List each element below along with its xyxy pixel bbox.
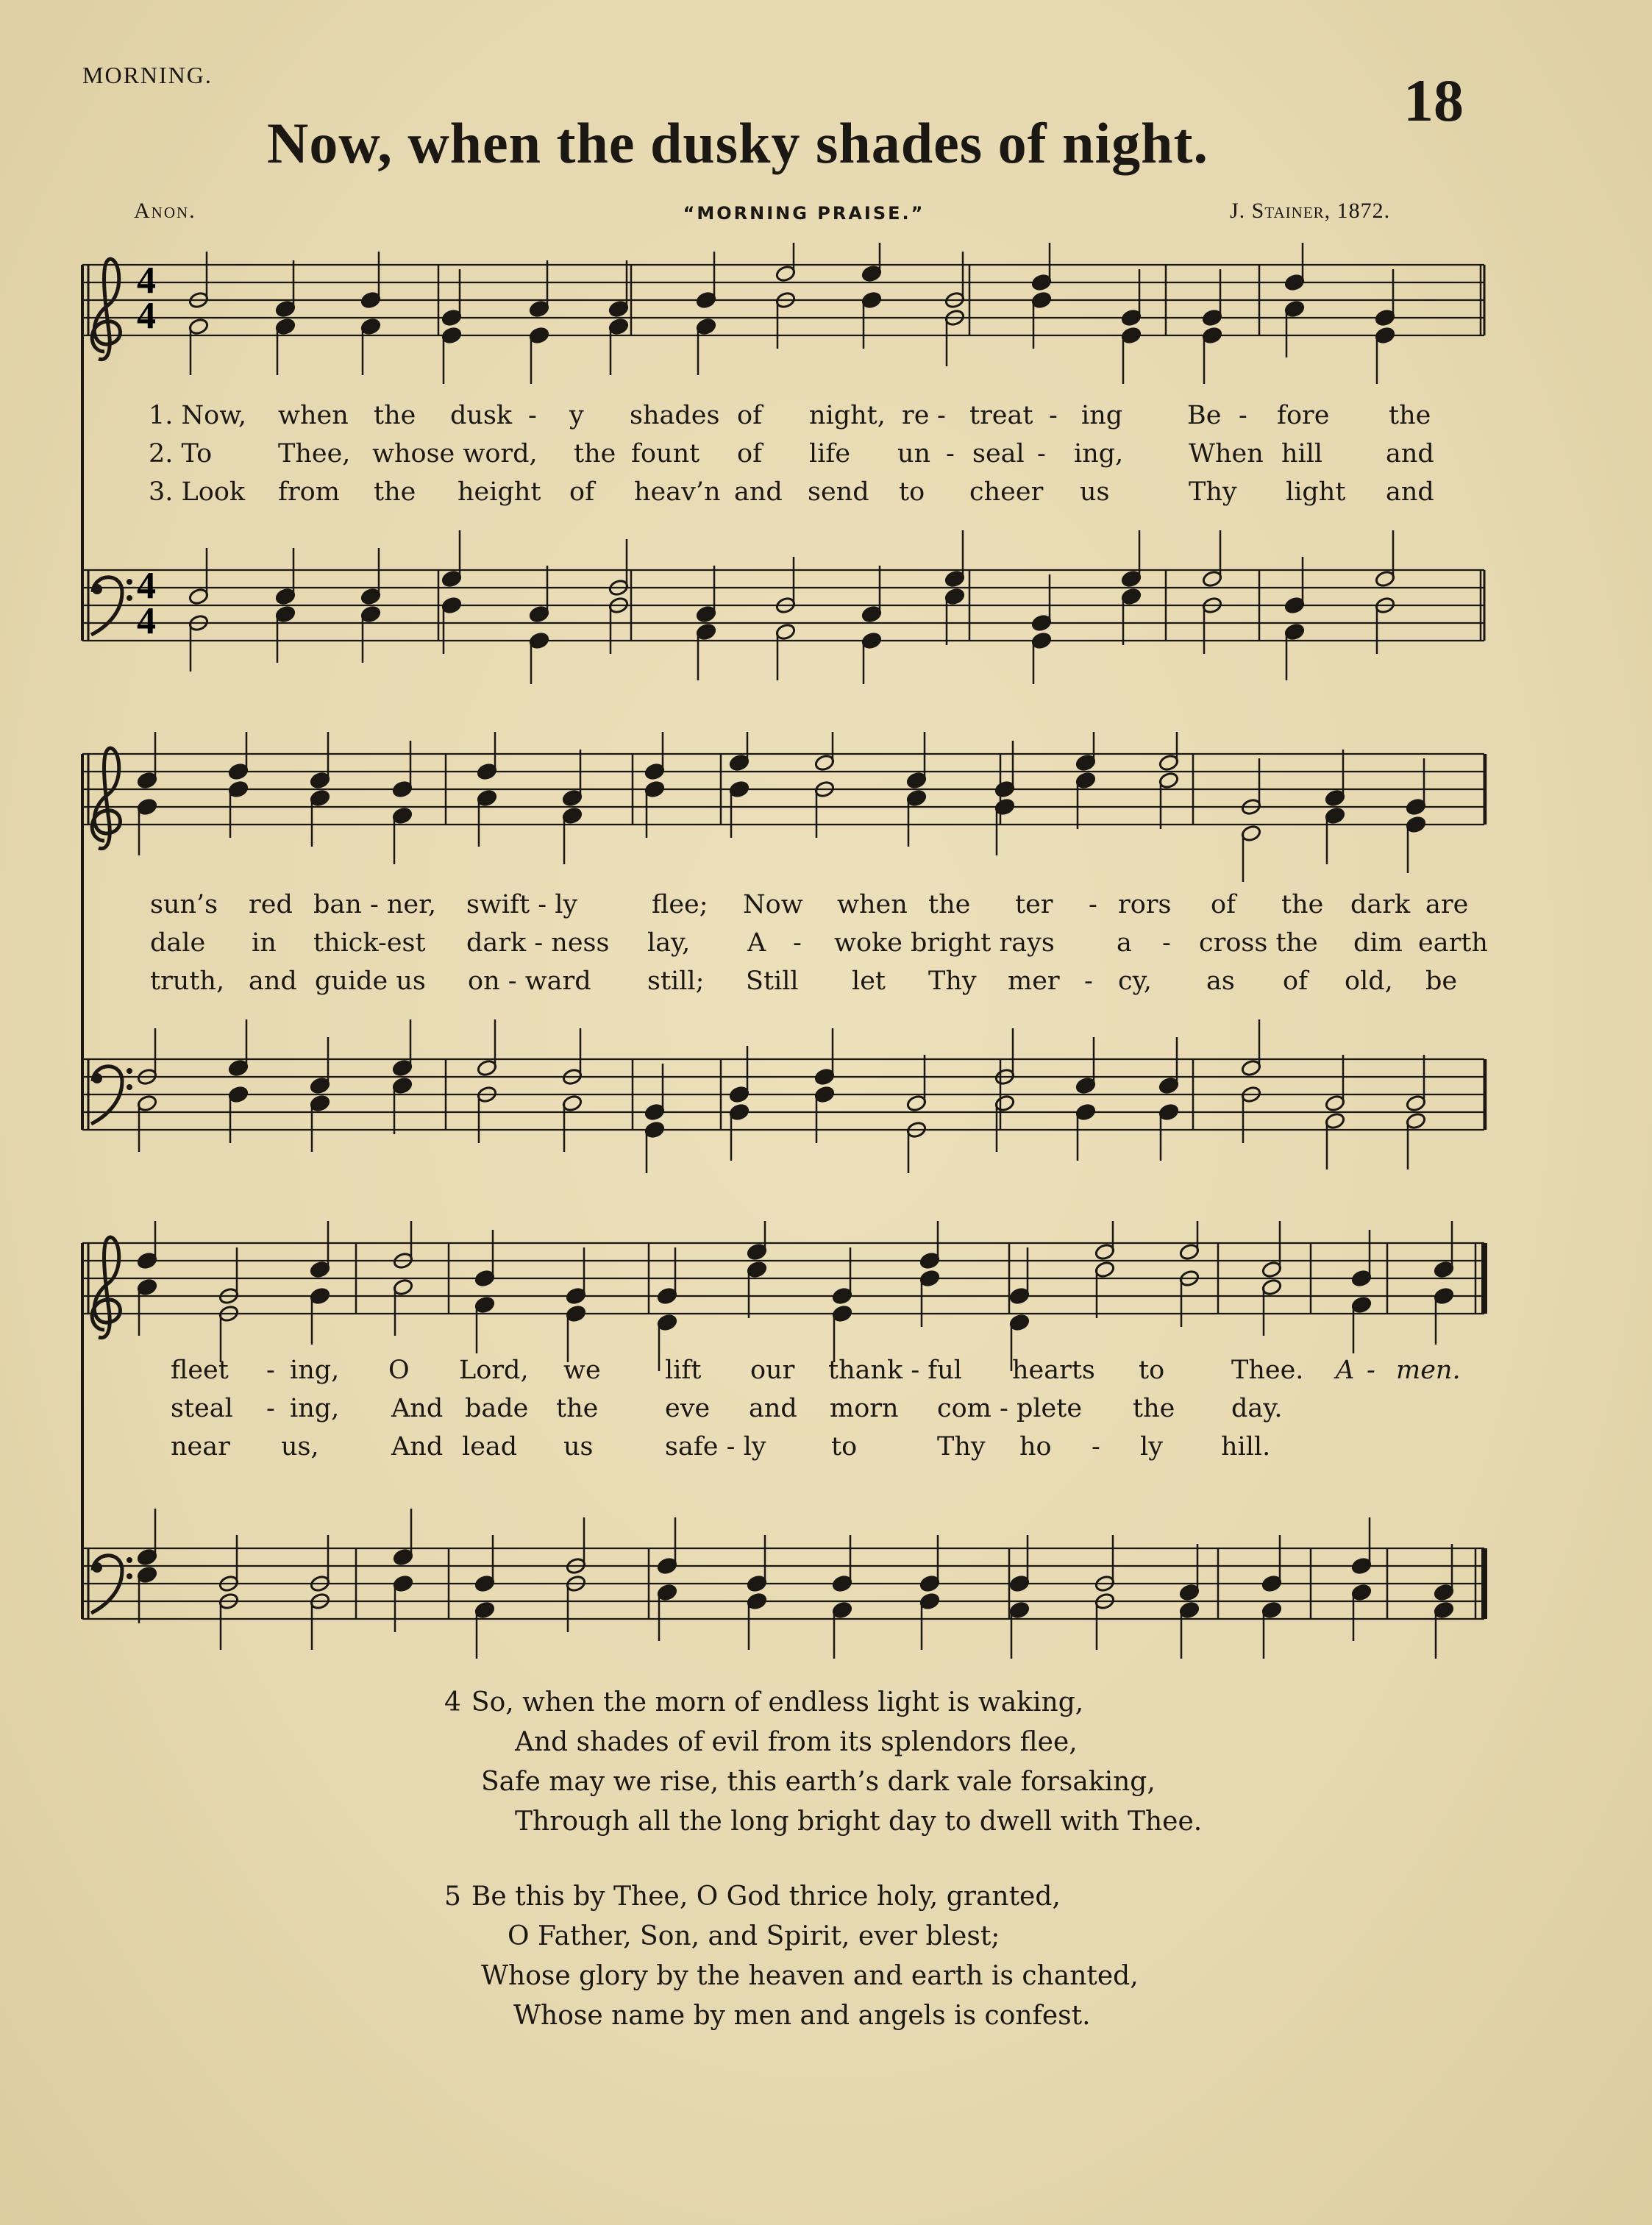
stanza-line: 5 Be this by Thee, O God thrice holy, granted, <box>444 1882 1061 1912</box>
hymn-title: Now, when the dusky shades of night. <box>266 111 1208 175</box>
lyrics-s1-verse3: 3. Look from the height of heav’n and send to cheer us Thy light and <box>149 477 1434 507</box>
lyrics-s3-verse2: steal - ing, And bade the eve and morn com - plete the day. <box>171 1394 1283 1423</box>
time-signature-bottom: 4 <box>137 600 156 642</box>
stanza-number: 4 <box>444 1687 461 1717</box>
tune-name: “MORNING PRAISE.” <box>683 203 925 224</box>
stanza-line: Whose name by men and angels is confest. <box>513 2001 1091 2031</box>
author-credit: Anon. <box>134 199 196 223</box>
time-signature-top: 4 <box>137 565 156 607</box>
lyrics-s2-verse2: dale in thick-est dark - ness lay, A - woke bright rays a - cross the dim earth <box>150 928 1488 958</box>
lyrics-s1-verse2: 2. To Thee, whose word, the fount of life un - seal - ing, When hill and <box>149 439 1434 469</box>
time-signature-bottom: 4 <box>137 295 156 337</box>
treble-clef <box>92 259 120 360</box>
lyrics-s2-verse1: sun’s red ban - ner, swift - ly flee; Now when the ter - rors of the dark are <box>150 890 1469 919</box>
lyrics-s3-verse3: near us, And lead us safe - ly to Thy ho - ly hill. <box>171 1432 1271 1462</box>
hymn-number: 18 <box>1403 67 1464 134</box>
stanza-5 <box>444 1877 1202 2036</box>
bass-staff <box>82 1059 1484 1130</box>
treble-staff <box>82 1243 1484 1314</box>
stanza-line: 4 So, when the morn of endless light is waking, <box>444 1687 1084 1717</box>
lyrics-s1-verse1: 1. Now, when the dusk - y shades of night, re - treat - ing Be - fore the <box>149 401 1431 430</box>
time-signature-top: 4 <box>137 260 156 302</box>
lyrics-s2-verse3: truth, and guide us on - ward still; Still let Thy mer - cy, as of old, be <box>150 966 1458 996</box>
additional-stanzas <box>444 1683 1202 2071</box>
lyrics-s3-verse1: fleet - ing, O Lord, we lift our thank - ful hearts to Thee. A - men. <box>171 1356 1461 1385</box>
stanza-line: Whose glory by the heaven and earth is chanted, <box>481 1961 1139 1991</box>
stanza-line: O Father, Son, and Spirit, ever blest; <box>508 1921 1000 1951</box>
stanza-number: 5 <box>444 1882 461 1912</box>
treble-staff <box>82 754 1484 825</box>
composer-credit: J. Stainer, 1872. <box>1230 199 1391 223</box>
stanza-line: Safe may we rise, this earth’s dark vale forsaking, <box>481 1767 1156 1797</box>
treble-clef <box>92 748 120 849</box>
treble-clef <box>92 1237 120 1338</box>
stanza-line: Through all the long bright day to dwell with Thee. <box>515 1806 1203 1837</box>
stanza-line: And shades of evil from its splendors flee, <box>515 1727 1078 1757</box>
section-label: MORNING. <box>82 62 213 88</box>
stanza-4 <box>444 1683 1202 1842</box>
